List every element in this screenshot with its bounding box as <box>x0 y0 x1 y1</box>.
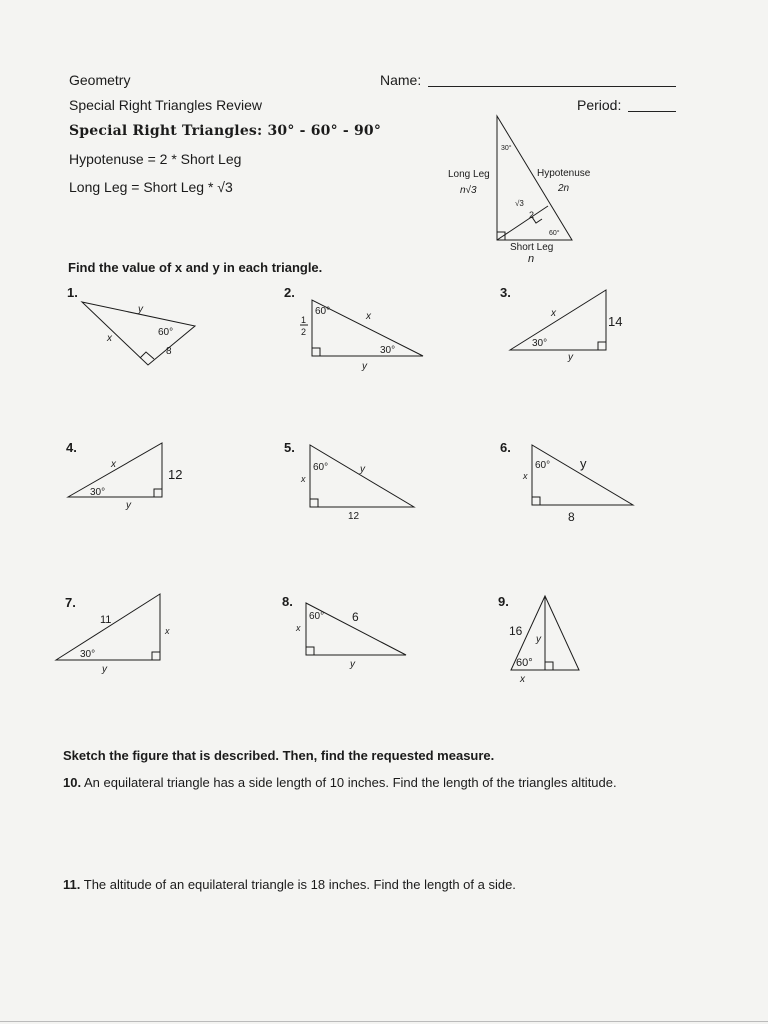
problem-4-number: 4. <box>66 440 77 455</box>
p3-shape <box>510 290 606 350</box>
p9-label-x: x <box>520 674 525 685</box>
p5-label-y: y <box>360 464 365 475</box>
p5-label-angle: 60° <box>313 462 329 473</box>
p4-right-angle-mark <box>154 489 162 497</box>
problem-9-number: 9. <box>498 594 509 609</box>
p5-shape <box>310 445 414 507</box>
p2-label-y: y <box>362 361 367 372</box>
p8-label-x: x <box>296 623 301 633</box>
p7-label-hyp: 11 <box>100 614 112 626</box>
problem-8-number: 8. <box>282 594 293 609</box>
ref-long-leg-value: n√3 <box>460 185 477 196</box>
ref-hyp-label: Hypotenuse <box>537 168 591 179</box>
ref-altitude <box>497 206 548 240</box>
p8-label-y: y <box>350 659 355 670</box>
p2-label-x: x <box>366 311 371 322</box>
p6-label-angle: 60° <box>535 460 551 471</box>
ref-long-leg-label: Long Leg <box>448 169 490 180</box>
p6-right-angle-mark <box>532 497 540 505</box>
problem-1-number: 1. <box>67 285 78 300</box>
problem-2-triangle <box>290 290 440 380</box>
p1-right-angle-mark <box>140 352 154 359</box>
page-title: Special Right Triangles: 30° - 60° - 90° <box>69 123 382 139</box>
problem-8-triangle <box>290 595 440 685</box>
p8-label-hyp: 6 <box>352 610 359 624</box>
p6-label-side: 8 <box>568 510 575 524</box>
p9-right-angle-mark <box>545 662 553 670</box>
p4-label-angle: 30° <box>90 487 106 498</box>
course-name: Geometry <box>69 72 131 88</box>
p8-label-angle: 60° <box>309 611 325 622</box>
ref-angle-top: 30° <box>501 145 512 152</box>
p1-label-side: 8 <box>166 346 172 357</box>
p1-label-angle: 60° <box>158 327 174 338</box>
ref-inner-side: √3 <box>515 199 524 208</box>
p9-label-y: y <box>536 634 541 645</box>
p6-label-y: y <box>580 456 587 471</box>
worksheet-title: Special Right Triangles Review <box>69 97 262 113</box>
p4-shape <box>68 443 162 497</box>
p7-shape <box>56 594 160 660</box>
question-10 <box>63 775 617 790</box>
problem-5-triangle <box>290 435 440 525</box>
p4-label-side: 12 <box>168 467 183 482</box>
period-label: Period: <box>577 97 622 113</box>
p2-right-angle-mark <box>312 348 320 356</box>
problem-4-triangle <box>60 435 210 525</box>
rule-long-leg: Long Leg = Short Leg * √3 <box>69 179 233 195</box>
ref-hyp-value: 2n <box>558 183 570 194</box>
p8-right-angle-mark <box>306 647 314 655</box>
question-11 <box>63 877 516 892</box>
p7-label-y: y <box>102 664 107 675</box>
problem-6-triangle <box>510 435 660 525</box>
section1-instruction: Find the value of x and y in each triangle. <box>68 260 323 275</box>
problem-3-number: 3. <box>500 285 511 300</box>
section2-instruction: Sketch the figure that is described. Then, find the requested measure. <box>63 748 495 763</box>
p4-label-x: x <box>111 459 116 470</box>
rule-hypotenuse: Hypotenuse = 2 * Short Leg <box>69 151 242 167</box>
p3-label-angle: 30° <box>532 338 548 349</box>
p3-label-y: y <box>568 352 573 363</box>
p2-label-angle-60: 60° <box>315 306 331 317</box>
p3-right-angle-mark <box>598 342 606 350</box>
p9-label-angle: 60° <box>516 657 533 669</box>
p1-label-x: x <box>107 333 112 344</box>
p2-label-angle-30: 30° <box>380 345 396 356</box>
p2-label-den: 2 <box>301 327 307 337</box>
p3-label-side: 14 <box>608 314 623 329</box>
ref-short-leg-value: n <box>528 253 535 265</box>
p5-right-angle-mark <box>310 499 318 507</box>
ref-angle-bottom: 60° <box>549 230 560 237</box>
ref-inner-hyp: 2 <box>529 210 535 220</box>
p5-label-x: x <box>301 474 306 484</box>
problem-9-triangle <box>500 590 600 690</box>
problem-5-number: 5. <box>284 440 295 455</box>
p7-label-x: x <box>165 626 170 636</box>
p1-label-y: y <box>138 304 143 315</box>
p4-label-y: y <box>126 500 131 511</box>
ref-short-leg-label: Short Leg <box>510 242 554 253</box>
period-line <box>628 111 676 112</box>
p2-label-num: 1 <box>301 315 307 325</box>
page-edge-line <box>0 1021 768 1022</box>
p7-label-angle: 30° <box>80 649 96 660</box>
p6-label-x: x <box>523 471 528 481</box>
p9-label-side: 16 <box>509 624 523 638</box>
name-line <box>428 86 676 87</box>
question-11-number: 11. <box>63 877 81 892</box>
question-10-text: An equilateral triangle has a side length of 10 inches. Find the length of the triangles altitude. <box>83 775 617 790</box>
problem-3-triangle <box>500 280 650 370</box>
problem-7-triangle <box>50 590 200 680</box>
problem-7-number: 7. <box>65 595 76 610</box>
p6-shape <box>532 445 633 505</box>
p7-right-angle-mark <box>152 652 160 660</box>
p3-label-x: x <box>551 308 556 319</box>
question-11-text: The altitude of an equilateral triangle is 18 inches. Find the length of a side. <box>83 877 516 892</box>
name-label: Name: <box>380 72 422 88</box>
problem-2-number: 2. <box>284 285 295 300</box>
question-10-number: 10. <box>63 775 82 790</box>
p5-label-side: 12 <box>348 511 360 522</box>
problem-6-number: 6. <box>500 440 511 455</box>
problem-1-triangle <box>60 290 210 380</box>
reference-triangle <box>440 110 620 270</box>
